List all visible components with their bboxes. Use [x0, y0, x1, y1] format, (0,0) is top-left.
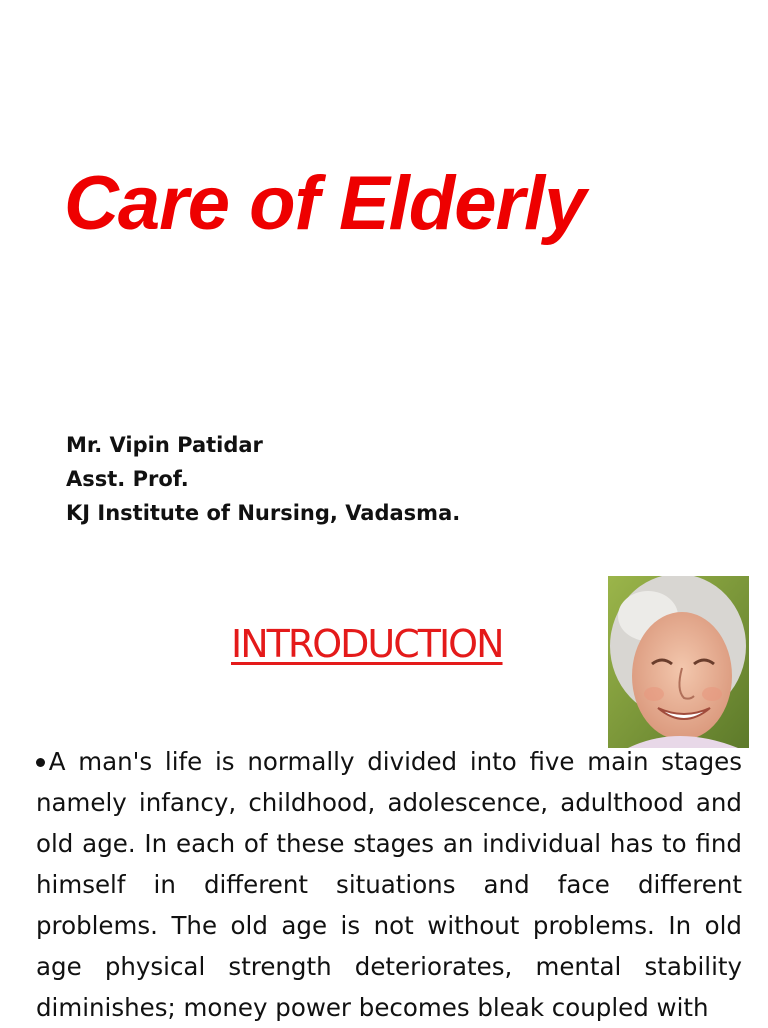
slide-title: Care of Elderly [64, 161, 586, 246]
bullet-icon [36, 758, 45, 767]
author-block [66, 428, 460, 530]
elderly-woman-photo [608, 576, 749, 748]
author-position: Asst. Prof. [66, 467, 189, 491]
author-name: Mr. Vipin Patidar [66, 433, 263, 457]
author-institution: KJ Institute of Nursing, Vadasma. [66, 501, 461, 525]
introduction-heading: INTRODUCTION [231, 622, 503, 666]
introduction-body [36, 741, 742, 1028]
bullet-text: A man's life is normally divided into five main stages namely infancy, childhood, adolescence, adulthood and old age. In each of these stages an individual has to find himself in different situations and face different problems. The old age is not without problems. In old age physical strength deteriorates, mental stability diminishes; money power becomes bleak coupled with [36, 747, 742, 1022]
